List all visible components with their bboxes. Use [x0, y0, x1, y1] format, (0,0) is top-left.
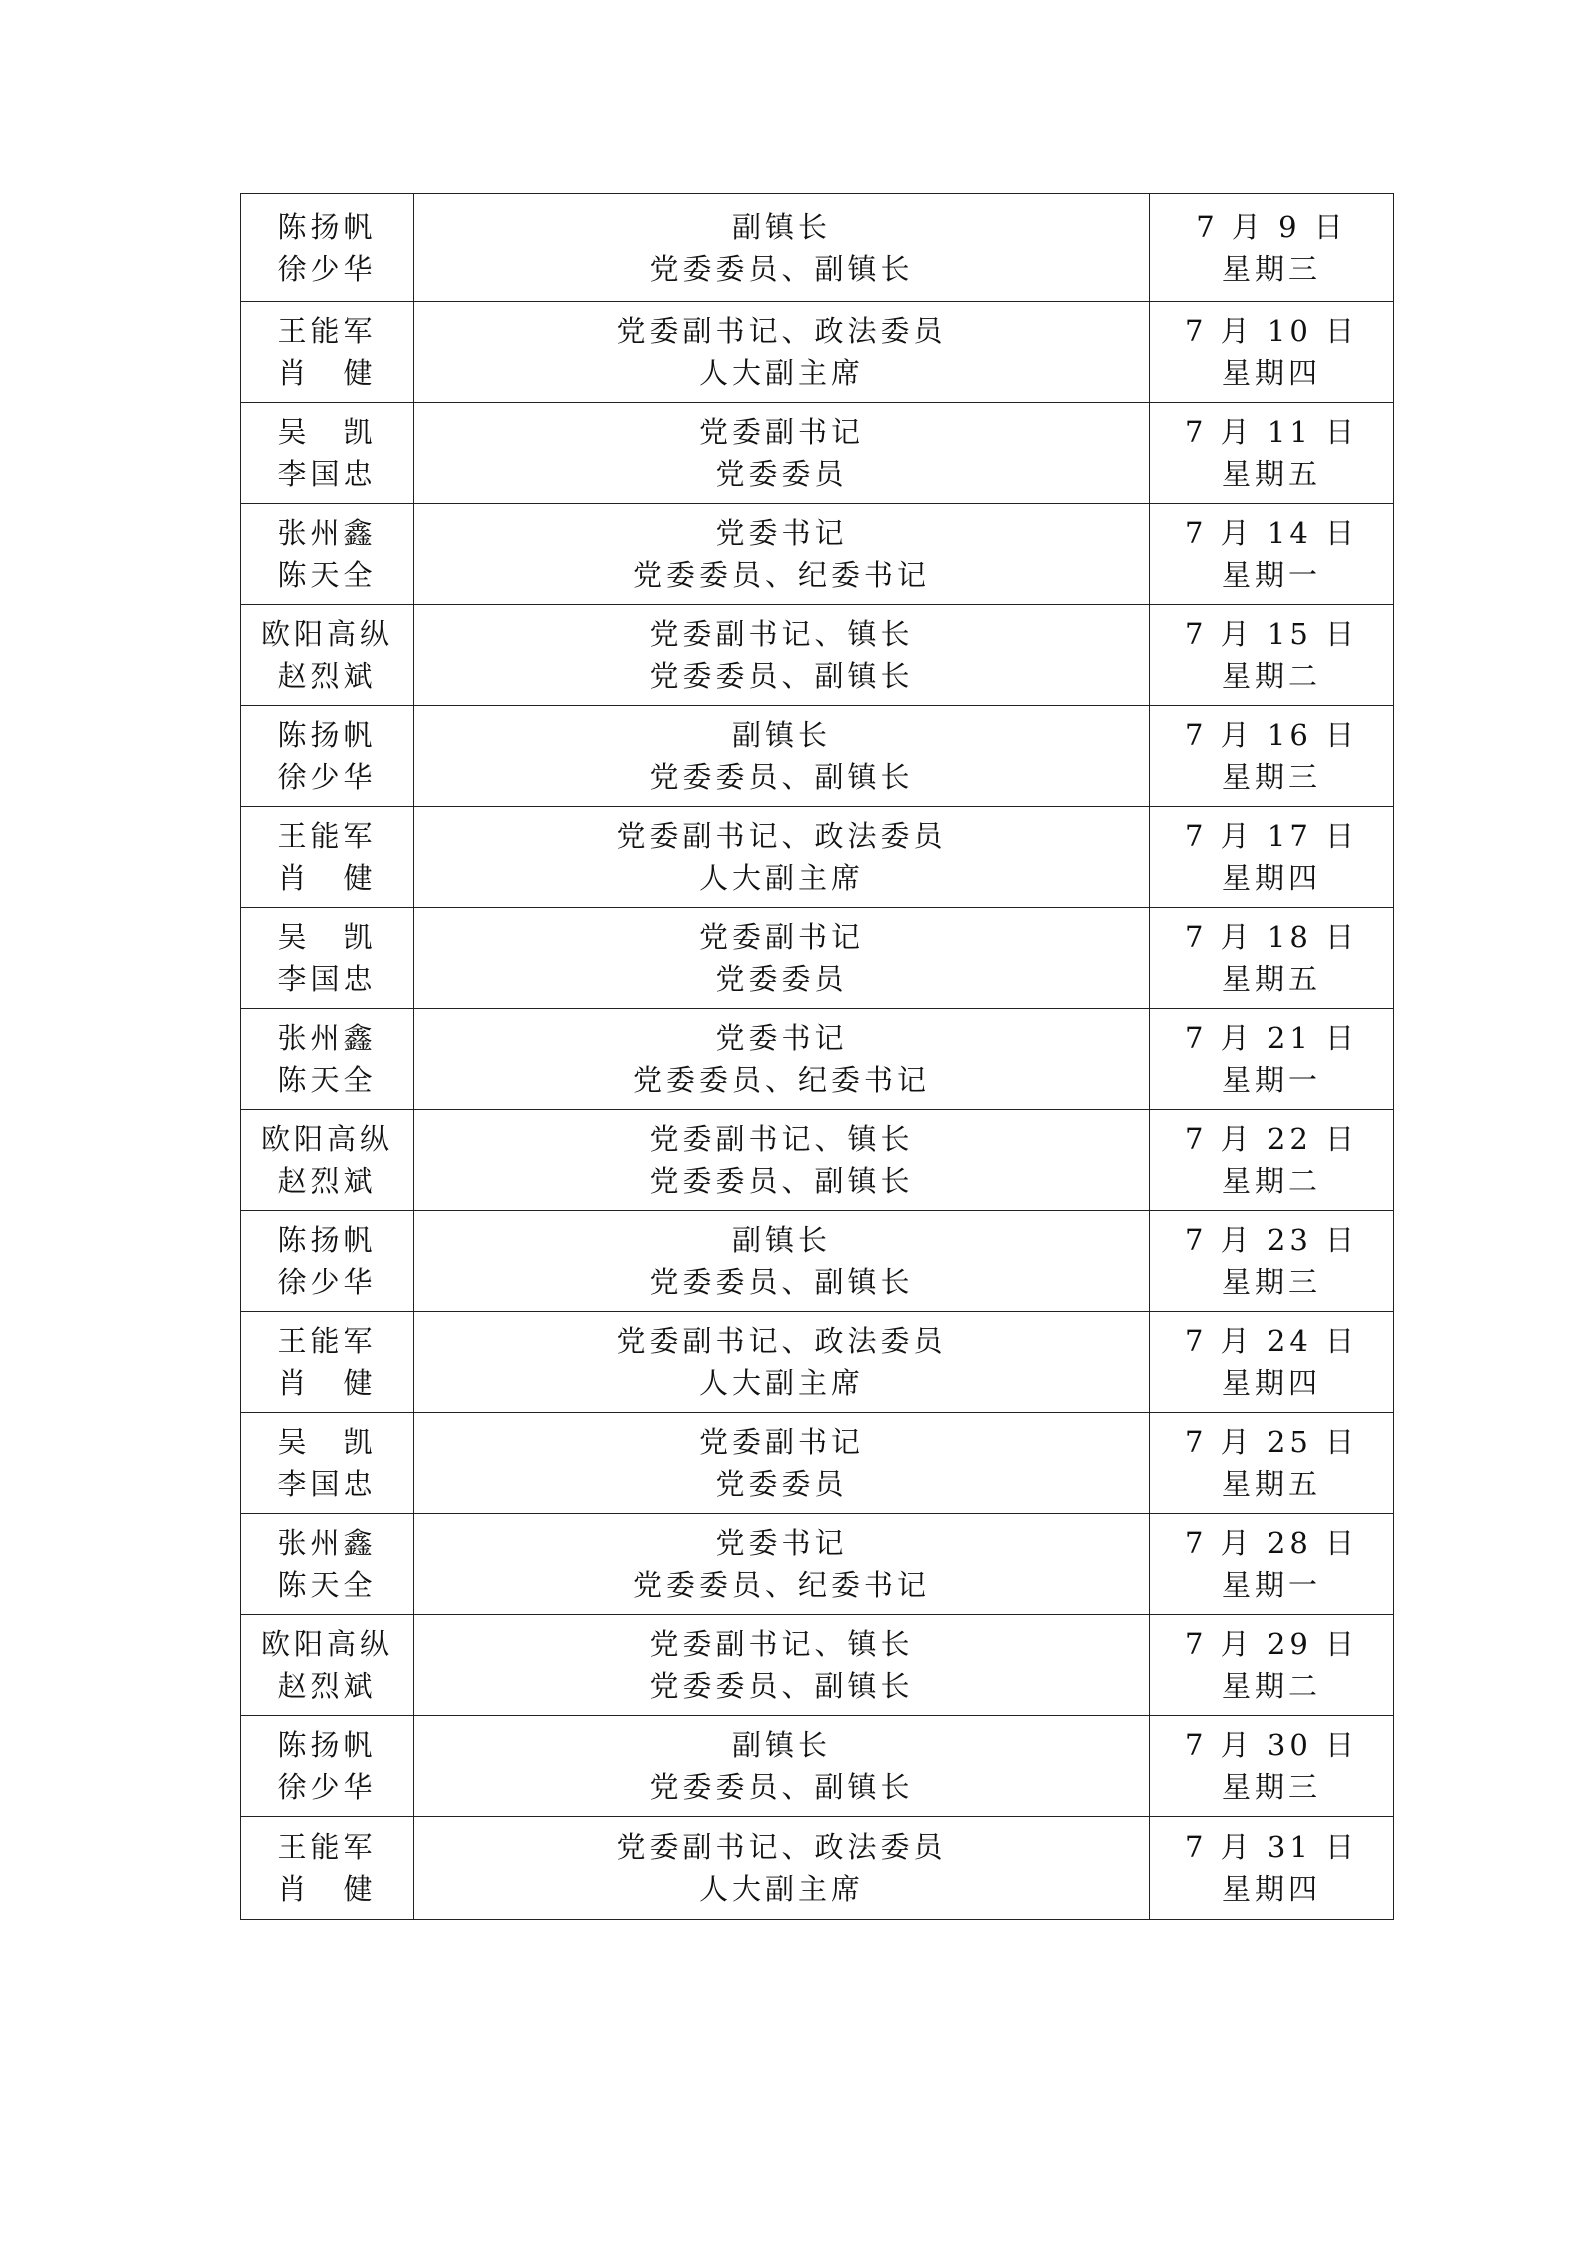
person-name: 张州鑫: [277, 516, 377, 550]
person-name: 吴 凯: [277, 920, 377, 954]
date-cell: [1150, 403, 1394, 504]
position-title: 党委委员: [715, 1467, 848, 1501]
position-title: 党委委员、副镇长: [649, 1265, 914, 1299]
person-name: 王能军: [277, 819, 377, 853]
date-cell: [1150, 1716, 1394, 1817]
duty-date: 7 月 16 日: [1184, 718, 1358, 752]
table-row: [241, 194, 1394, 302]
position-cell: [414, 302, 1150, 403]
position-title: 人大副主席: [698, 1872, 864, 1906]
duty-date: 7 月 9 日: [1196, 209, 1347, 244]
table-row: [241, 1716, 1394, 1817]
position-title: 党委委员、副镇长: [649, 760, 914, 794]
position-cell: [414, 1615, 1150, 1716]
date-cell: [1150, 1615, 1394, 1716]
position-title: 党委副书记、镇长: [649, 1122, 914, 1156]
duty-weekday: 星期五: [1221, 962, 1321, 996]
duty-weekday: 星期三: [1221, 1770, 1321, 1804]
position-cell: [414, 1413, 1150, 1514]
duty-date: 7 月 17 日: [1184, 819, 1358, 853]
person-name: 徐少华: [277, 1770, 377, 1804]
table-row: [241, 1615, 1394, 1716]
table-row: [241, 1211, 1394, 1312]
date-cell: [1150, 1413, 1394, 1514]
duty-weekday: 星期五: [1221, 1467, 1321, 1501]
person-name: 张州鑫: [277, 1526, 377, 1560]
person-name: 赵烈斌: [277, 1164, 377, 1198]
position-title: 人大副主席: [698, 1366, 864, 1400]
position-cell: [414, 1110, 1150, 1211]
date-cell: [1150, 504, 1394, 605]
position-title: 党委委员、纪委书记: [632, 1063, 930, 1097]
duty-weekday: 星期三: [1221, 1265, 1321, 1299]
duty-date: 7 月 22 日: [1184, 1122, 1358, 1156]
table-row: [241, 1312, 1394, 1413]
date-cell: [1150, 807, 1394, 908]
person-name: 陈扬帆: [277, 209, 377, 244]
person-name: 李国忠: [277, 962, 377, 996]
person-name: 徐少华: [277, 251, 377, 286]
position-title: 党委副书记: [698, 920, 864, 954]
person-name: 肖 健: [277, 1366, 377, 1400]
name-cell: [241, 1716, 414, 1817]
duty-date: 7 月 29 日: [1184, 1627, 1358, 1661]
name-cell: [241, 1817, 414, 1920]
date-cell: [1150, 706, 1394, 807]
table-row: [241, 403, 1394, 504]
position-title: 党委委员、副镇长: [649, 251, 914, 286]
name-cell: [241, 403, 414, 504]
table-row: [241, 605, 1394, 706]
position-title: 党委书记: [715, 516, 848, 550]
duty-weekday: 星期四: [1221, 356, 1321, 390]
duty-weekday: 星期一: [1221, 558, 1321, 592]
name-cell: [241, 807, 414, 908]
duty-weekday: 星期四: [1221, 861, 1321, 895]
duty-date: 7 月 18 日: [1184, 920, 1358, 954]
position-title: 党委副书记、政法委员: [616, 314, 947, 348]
position-title: 党委副书记、政法委员: [616, 819, 947, 853]
duty-schedule-table: [240, 193, 1394, 1920]
position-cell: [414, 1514, 1150, 1615]
position-title: 党委书记: [715, 1021, 848, 1055]
position-title: 党委副书记、政法委员: [616, 1324, 947, 1358]
position-cell: [414, 706, 1150, 807]
person-name: 赵烈斌: [277, 1669, 377, 1703]
duty-date: 7 月 28 日: [1184, 1526, 1358, 1560]
name-cell: [241, 706, 414, 807]
table-row: [241, 302, 1394, 403]
person-name: 肖 健: [277, 356, 377, 390]
position-cell: [414, 807, 1150, 908]
date-cell: [1150, 302, 1394, 403]
position-title: 党委委员、副镇长: [649, 659, 914, 693]
position-title: 副镇长: [731, 718, 831, 752]
position-cell: [414, 1009, 1150, 1110]
name-cell: [241, 302, 414, 403]
person-name: 肖 健: [277, 861, 377, 895]
duty-date: 7 月 11 日: [1184, 415, 1358, 449]
person-name: 李国忠: [277, 1467, 377, 1501]
position-cell: [414, 1716, 1150, 1817]
name-cell: [241, 194, 414, 302]
name-cell: [241, 1009, 414, 1110]
duty-date: 7 月 31 日: [1184, 1830, 1358, 1864]
duty-table-body: [241, 194, 1394, 1920]
duty-weekday: 星期四: [1221, 1366, 1321, 1400]
table-row: [241, 807, 1394, 908]
person-name: 陈扬帆: [277, 718, 377, 752]
person-name: 欧阳高纵: [260, 1122, 393, 1156]
position-title: 党委委员、副镇长: [649, 1770, 914, 1804]
position-cell: [414, 403, 1150, 504]
duty-weekday: 星期三: [1221, 251, 1321, 286]
duty-date: 7 月 25 日: [1184, 1425, 1358, 1459]
duty-date: 7 月 10 日: [1184, 314, 1358, 348]
position-cell: [414, 1211, 1150, 1312]
duty-weekday: 星期三: [1221, 760, 1321, 794]
person-name: 陈天全: [277, 1568, 377, 1602]
duty-weekday: 星期五: [1221, 457, 1321, 491]
person-name: 陈天全: [277, 558, 377, 592]
duty-weekday: 星期二: [1221, 1669, 1321, 1703]
date-cell: [1150, 605, 1394, 706]
duty-weekday: 星期二: [1221, 1164, 1321, 1198]
person-name: 欧阳高纵: [260, 617, 393, 651]
table-row: [241, 504, 1394, 605]
position-title: 党委委员、纪委书记: [632, 558, 930, 592]
position-title: 党委副书记、镇长: [649, 1627, 914, 1661]
date-cell: [1150, 194, 1394, 302]
position-title: 党委书记: [715, 1526, 848, 1560]
position-cell: [414, 908, 1150, 1009]
person-name: 李国忠: [277, 457, 377, 491]
position-cell: [414, 1817, 1150, 1920]
position-title: 副镇长: [731, 209, 831, 244]
person-name: 吴 凯: [277, 415, 377, 449]
position-title: 党委委员、副镇长: [649, 1164, 914, 1198]
person-name: 王能军: [277, 1830, 377, 1864]
position-cell: [414, 504, 1150, 605]
date-cell: [1150, 1009, 1394, 1110]
person-name: 陈天全: [277, 1063, 377, 1097]
position-cell: [414, 194, 1150, 302]
table-row: [241, 1514, 1394, 1615]
position-title: 党委委员: [715, 457, 848, 491]
person-name: 王能军: [277, 314, 377, 348]
table-row: [241, 908, 1394, 1009]
position-title: 党委副书记: [698, 1425, 864, 1459]
position-title: 副镇长: [731, 1223, 831, 1257]
duty-weekday: 星期四: [1221, 1872, 1321, 1906]
person-name: 肖 健: [277, 1872, 377, 1906]
name-cell: [241, 1615, 414, 1716]
person-name: 陈扬帆: [277, 1728, 377, 1762]
person-name: 赵烈斌: [277, 659, 377, 693]
table-row: [241, 1413, 1394, 1514]
position-title: 人大副主席: [698, 861, 864, 895]
duty-date: 7 月 24 日: [1184, 1324, 1358, 1358]
position-cell: [414, 1312, 1150, 1413]
name-cell: [241, 1110, 414, 1211]
duty-date: 7 月 14 日: [1184, 516, 1358, 550]
name-cell: [241, 1312, 414, 1413]
date-cell: [1150, 1110, 1394, 1211]
person-name: 徐少华: [277, 1265, 377, 1299]
table-row: [241, 1817, 1394, 1920]
person-name: 徐少华: [277, 760, 377, 794]
name-cell: [241, 908, 414, 1009]
name-cell: [241, 1514, 414, 1615]
table-row: [241, 1110, 1394, 1211]
date-cell: [1150, 1312, 1394, 1413]
duty-date: 7 月 30 日: [1184, 1728, 1358, 1762]
name-cell: [241, 1413, 414, 1514]
date-cell: [1150, 908, 1394, 1009]
position-title: 副镇长: [731, 1728, 831, 1762]
name-cell: [241, 1211, 414, 1312]
table-row: [241, 1009, 1394, 1110]
duty-weekday: 星期一: [1221, 1568, 1321, 1602]
date-cell: [1150, 1211, 1394, 1312]
duty-weekday: 星期一: [1221, 1063, 1321, 1097]
person-name: 欧阳高纵: [260, 1627, 393, 1661]
date-cell: [1150, 1817, 1394, 1920]
position-title: 人大副主席: [698, 356, 864, 390]
person-name: 吴 凯: [277, 1425, 377, 1459]
person-name: 王能军: [277, 1324, 377, 1358]
position-title: 党委委员、纪委书记: [632, 1568, 930, 1602]
duty-date: 7 月 15 日: [1184, 617, 1358, 651]
date-cell: [1150, 1514, 1394, 1615]
position-cell: [414, 605, 1150, 706]
position-title: 党委副书记、政法委员: [616, 1830, 947, 1864]
duty-weekday: 星期二: [1221, 659, 1321, 693]
person-name: 陈扬帆: [277, 1223, 377, 1257]
position-title: 党委委员: [715, 962, 848, 996]
duty-date: 7 月 23 日: [1184, 1223, 1358, 1257]
name-cell: [241, 605, 414, 706]
duty-date: 7 月 21 日: [1184, 1021, 1358, 1055]
position-title: 党委副书记、镇长: [649, 617, 914, 651]
person-name: 张州鑫: [277, 1021, 377, 1055]
table-row: [241, 706, 1394, 807]
position-title: 党委副书记: [698, 415, 864, 449]
position-title: 党委委员、副镇长: [649, 1669, 914, 1703]
name-cell: [241, 504, 414, 605]
